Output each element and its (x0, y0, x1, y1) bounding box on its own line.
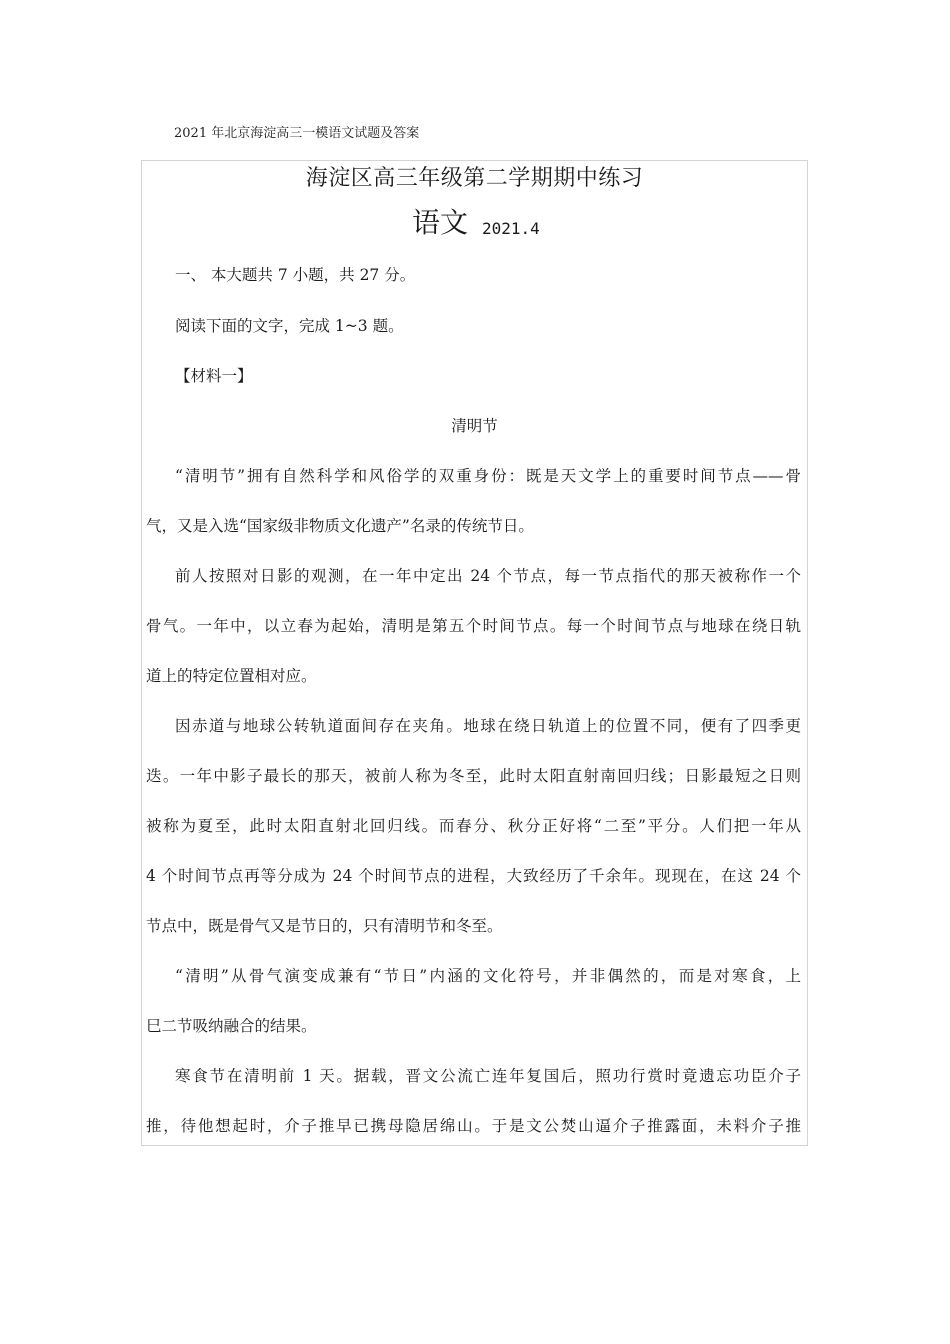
exam-title: 海淀区高三年级第二学期期中练习 (305, 166, 644, 191)
passage-line: “清明节”拥有自然科学和风俗学的双重身份：既是天文学上的重要时间节点——骨 (175, 467, 801, 485)
passage-line: 骨气。一年中，以立春为起始，清明是第五个时间节点。每一个时间节点与地球在绕日轨 (146, 617, 801, 635)
passage-line: 前人按照对日影的观测，在一年中定出 24 个节点，每一节点指代的那天被称作一个 (175, 567, 801, 585)
passage-line: 4 个时间节点再等分成为 24 个时间节点的进程，大致经历了千余年。现现在，在这 24 个 (146, 867, 801, 885)
passage-line: 迭。一年中影子最长的那天，被前人称为冬至，此时太阳直射南回归线；日影最短之日则 (146, 767, 801, 785)
passage-title: 清明节 (451, 417, 498, 435)
document-title: 2021 年北京海淀高三一模语文试题及答案 (174, 126, 420, 141)
exam-page (141, 160, 808, 1146)
exam-date: 2021.4 (482, 219, 540, 238)
passage-line: 气，又是入选“国家级非物质文化遗产”名录的传统节日。 (146, 517, 534, 535)
passage-line: 寒食节在清明前 1 天。据载，晋文公流亡连年复国后，照功行赏时竟遗忘功臣介子 (175, 1067, 801, 1085)
passage-line: “清明”从骨气演变成兼有“节日”内涵的文化符号，并非偶然的，而是对寒食，上 (175, 967, 801, 985)
passage-line: 巳二节吸纳融合的结果。 (146, 1017, 317, 1035)
section-heading: 一、 本大题共 7 小题，共 27 分。 (175, 266, 416, 284)
passage-line: 被称为夏至，此时太阳直射北回归线。而春分、秋分正好将“二至”平分。人们把一年从 (146, 817, 801, 835)
passage-line: 推，待他想起时，介子推早已携母隐居绵山。于是文公焚山逼介子推露面，未料介子推 (146, 1117, 801, 1135)
reading-instruction: 阅读下面的文字，完成 1~3 题。 (175, 317, 404, 335)
exam-subject: 语文 (412, 206, 469, 239)
passage-line: 节点中，既是骨气又是节日的，只有清明节和冬至。 (146, 917, 503, 935)
material-label: 【材料一】 (175, 367, 253, 385)
passage-line: 道上的特定位置相对应。 (146, 667, 317, 685)
passage-line: 因赤道与地球公转轨道面间存在夹角。地球在绕日轨道上的位置不同，便有了四季更 (175, 717, 801, 735)
